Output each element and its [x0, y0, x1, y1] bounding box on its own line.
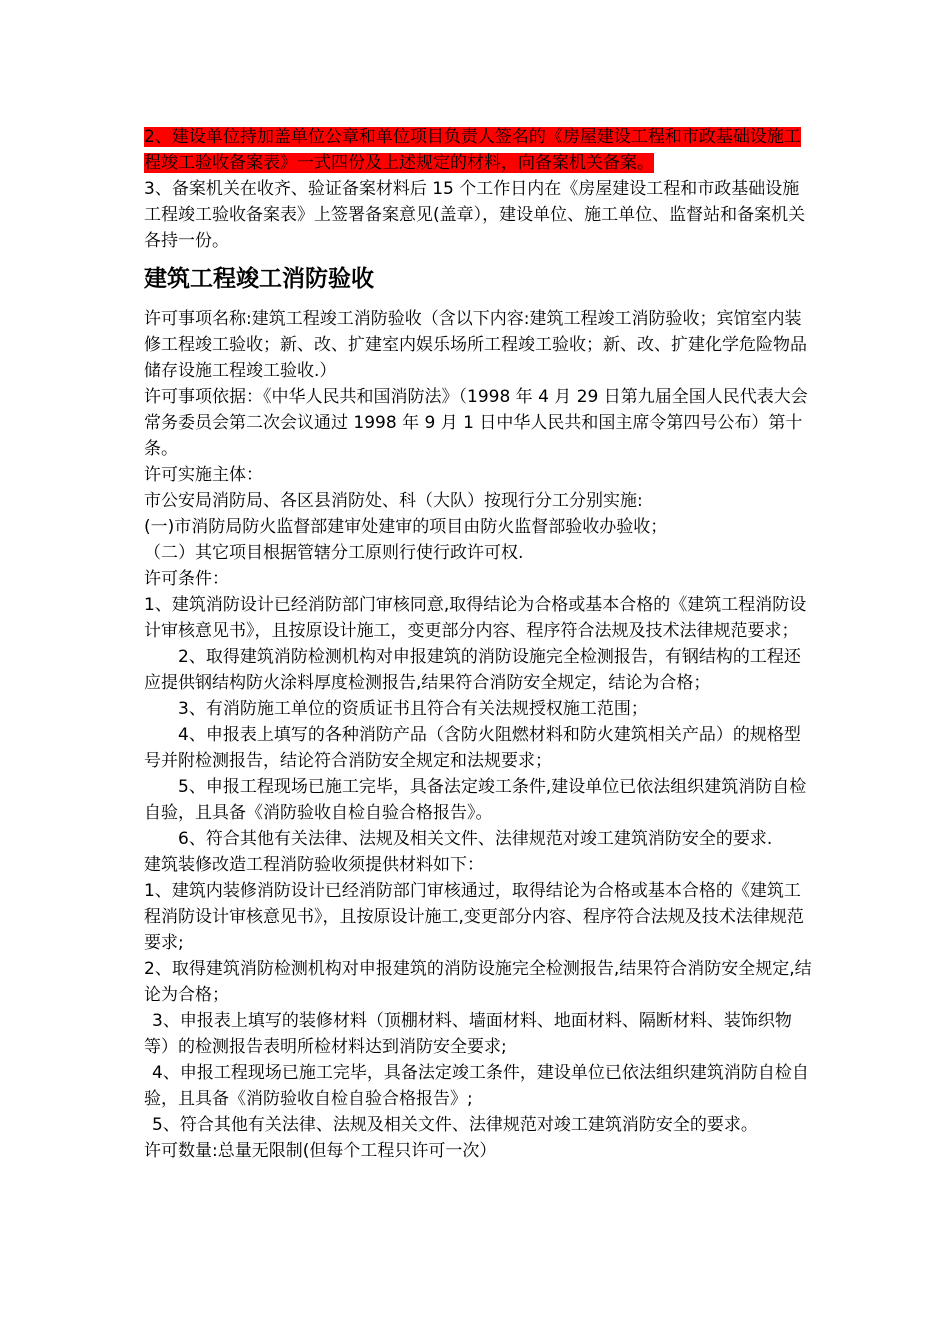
renovation-item-3: 3、申报表上填写的装修材料（顶棚材料、墙面材料、地面材料、隔断材料、装饰织物等）的检测报告表明所检材料达到消防安全要求; — [144, 1011, 792, 1057]
subject-item-2: （二）其它项目根据管辖分工原则行使行政许可权. — [144, 543, 524, 563]
section-heading: 建筑工程竣工消防验收 — [144, 266, 374, 292]
renovation-item-4: 4、申报工程现场已施工完毕，具备法定竣工条件，建设单位已依法组织建筑消防自检自验，且具备《消防验收自检自验合格报告》; — [144, 1063, 809, 1109]
condition-6: 6、符合其他有关法律、法规及相关文件、法律规范对竣工建筑消防安全的要求. — [178, 829, 773, 849]
subject-label: 许可实施主体： — [144, 465, 263, 485]
renovation-label: 建筑装修改造工程消防验收须提供材料如下： — [144, 855, 484, 875]
license-basis: 许可事项依据：《中华人民共和国消防法》（1998 年 4 月 29 日第九届全国人民代表大会常务委员会第二次会议通过 1998 年 9 月 1 日中华人民共和国主席令第四号公布）第十条。 — [144, 387, 808, 459]
subject-desc: 市公安局消防局、各区县消防处、科（大队）按现行分工分别实施: — [144, 491, 643, 511]
condition-2: 2、取得建筑消防检测机构对申报建筑的消防设施完全检测报告，有钢结构的工程还应提供钢结构防火涂料厚度检测报告,结果符合消防安全规定，结论为合格； — [144, 647, 801, 693]
subject-item-1: (一)市消防局防火监督部建审处建审的项目由防火监督部验收办验收； — [144, 517, 668, 537]
condition-3: 3、有消防施工单位的资质证书且符合有关法规授权施工范围； — [178, 699, 648, 719]
highlighted-text: 2、建设单位持加盖单位公章和单位项目负责人签名的《房屋建设工程和市政基础设施工程竣工验收备案表》一式四份及上述规定的材料，向备案机关备案。 — [144, 127, 801, 173]
condition-5: 5、申报工程现场已施工完毕，具备法定竣工条件,建设单位已依法组织建筑消防自检自验，且具备《消防验收自检自验合格报告》。 — [144, 777, 807, 823]
renovation-item-5: 5、符合其他有关法律、法规及相关文件、法律规范对竣工建筑消防安全的要求。 — [152, 1115, 758, 1135]
renovation-item-1: 1、建筑内装修消防设计已经消防部门审核通过，取得结论为合格或基本合格的《建筑工程消防设计审核意见书》，且按原设计施工,变更部分内容、程序符合法规及技术法律规范要求; — [144, 881, 804, 953]
condition-1: 1、建筑消防设计已经消防部门审核同意,取得结论为合格或基本合格的《建筑工程消防设计审核意见书》，且按原设计施工，变更部分内容、程序符合法规及技术法律规范要求； — [144, 595, 807, 641]
document-body — [144, 124, 812, 1164]
condition-4: 4、申报表上填写的各种消防产品（含防火阻燃材料和防火建筑相关产品）的规格型号并附检测报告，结论符合消防安全规定和法规要求； — [144, 725, 801, 771]
conditions-label: 许可条件： — [144, 569, 229, 589]
license-name: 许可事项名称:建筑工程竣工消防验收（含以下内容:建筑工程竣工消防验收；宾馆室内装修工程竣工验收；新、改、扩建室内娱乐场所工程竣工验收；新、改、扩建化学危险物品储存设施工程竣工验收.） — [144, 309, 807, 381]
item-2-paragraph — [144, 124, 812, 176]
renovation-item-2: 2、取得建筑消防检测机构对申报建筑的消防设施完全检测报告,结果符合消防安全规定,结论为合格； — [144, 959, 812, 1005]
item-3-paragraph: 3、备案机关在收齐、验证备案材料后 15 个工作日内在《房屋建设工程和市政基础设施工程竣工验收备案表》上签署备案意见(盖章），建设单位、施工单位、监督站和备案机关各持一份。 — [144, 179, 806, 251]
license-quantity: 许可数量:总量无限制(但每个工程只许可一次） — [144, 1141, 497, 1161]
